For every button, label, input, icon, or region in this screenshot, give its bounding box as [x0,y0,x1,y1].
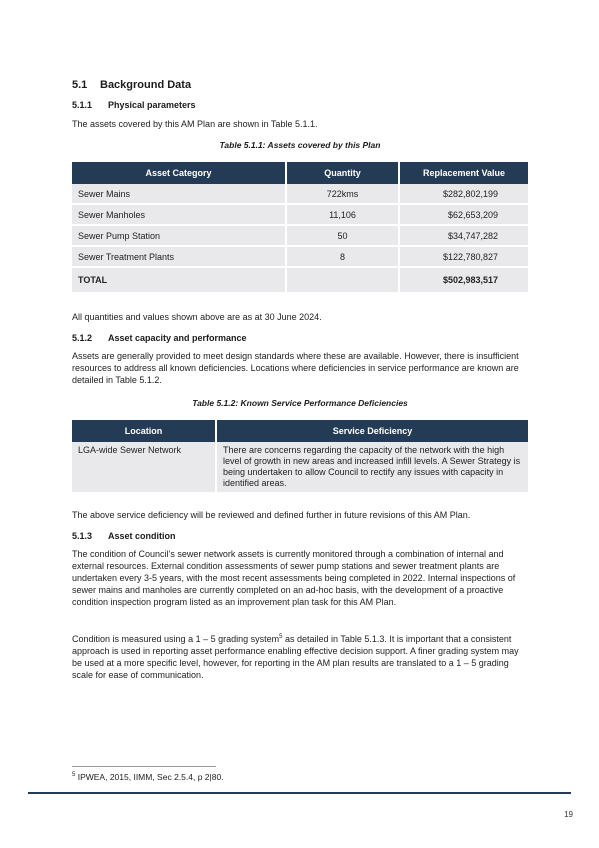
subsection-number: 5.1.3 [72,531,93,541]
cell-value: $282,802,199 [399,184,528,204]
table-total-row [72,267,528,293]
page-number: 19 [564,810,573,819]
total-value: $502,983,517 [399,267,528,293]
total-label: TOTAL [72,267,286,293]
cell-quantity: 722kms [286,184,399,204]
footnote [72,772,224,782]
subsection-number: 5.1.2 [72,333,93,343]
deficiencies-table [72,420,528,494]
footnote-ref[interactable]: 5 [279,634,283,640]
cell-category: Sewer Treatment Plants [72,246,286,267]
footnote-text: IPWEA, 2015, IIMM, Sec 2.5.4, p 2|80. [75,772,224,782]
table-caption-511: Table 5.1.1: Assets covered by this Plan [219,140,381,150]
assets-table [72,162,528,294]
cell-quantity: 8 [286,246,399,267]
paragraph-513-grading [72,633,528,681]
header-location: Location [72,420,216,442]
cell-location: LGA-wide Sewer Network [72,442,216,493]
table-row [72,225,528,246]
section-title: Background Data [100,79,192,91]
header-asset-category: Asset Category [72,162,286,184]
paragraph-513-condition: The condition of Council’s sewer network assets is currently monitored through a combination of internal and external resources. External condition assessments of sewer pump stations and sewer treatment plants are undertaken every 3-5 years, with the most recent assessments being completed in 2022. Internal inspections of sewer mains and manholes are currently completed on an ad-hoc basis, with the development of a proactive condition inspection program listed as an improvement plan task for this AM Plan. [72,549,516,607]
subsection-title: Asset condition [108,531,176,541]
cell-deficiency: There are concerns regarding the capacity of the network with the high level of growth in new areas and increased infill levels. A Sewer Strategy is being undertaken to allow Council to rectify any issues with capacity in identified areas. [216,442,528,493]
table-header-row [72,162,528,184]
subsection-heading-512 [72,333,247,343]
cell-value: $34,747,282 [399,225,528,246]
cell-quantity: 11,106 [286,204,399,225]
cell-category: Sewer Manholes [72,204,286,225]
subsection-heading-511 [72,100,196,110]
table-row [72,184,528,204]
header-service-deficiency: Service Deficiency [216,420,528,442]
page-footer-rule [28,792,571,794]
footnote-divider [72,766,216,767]
footnote-mark: 5 [72,772,76,779]
subsection-heading-513 [72,531,176,541]
subsection-title: Asset capacity and performance [108,333,247,343]
paragraph-511-note: All quantities and values shown above are as at 30 June 2024. [72,312,322,322]
subsection-title: Physical parameters [108,100,196,110]
header-replacement-value: Replacement Value [399,162,528,184]
subsection-number: 5.1.1 [72,100,93,110]
cell-category: Sewer Mains [72,184,286,204]
paragraph-512-note: The above service deficiency will be reviewed and defined further in future revisions of this AM Plan. [72,510,471,520]
grading-text-a: Condition is measured using a 1 – 5 grading system [72,634,280,644]
cell-value: $62,653,209 [399,204,528,225]
section-heading [72,79,191,91]
paragraph-512-intro: Assets are generally provided to meet design standards where these are available. However, there is insufficient resources to address all known deficiencies. Locations where deficiencies in service performance are known are detailed in Table 5.1.2. [72,351,519,385]
cell-quantity: 50 [286,225,399,246]
section-number: 5.1 [72,79,88,91]
table-row [72,204,528,225]
grading-text-b: as detailed in Table 5.1.3. It is important that a consistent approach is used in reporting asset performance enabling effective decision support. A finer grading system may be used at a more specific level, however, for reporting in the AM plan results are translated to a 1 – 5 grading scale for ease of communication. [72,634,519,680]
table-row [72,246,528,267]
cell-value: $122,780,827 [399,246,528,267]
table-header-row [72,420,528,442]
paragraph-511-intro: The assets covered by this AM Plan are shown in Table 5.1.1. [72,119,318,129]
table-caption-512: Table 5.1.2: Known Service Performance Deficiencies [192,398,408,408]
cell-category: Sewer Pump Station [72,225,286,246]
header-quantity: Quantity [286,162,399,184]
total-quantity [286,267,399,293]
table-row [72,442,528,493]
